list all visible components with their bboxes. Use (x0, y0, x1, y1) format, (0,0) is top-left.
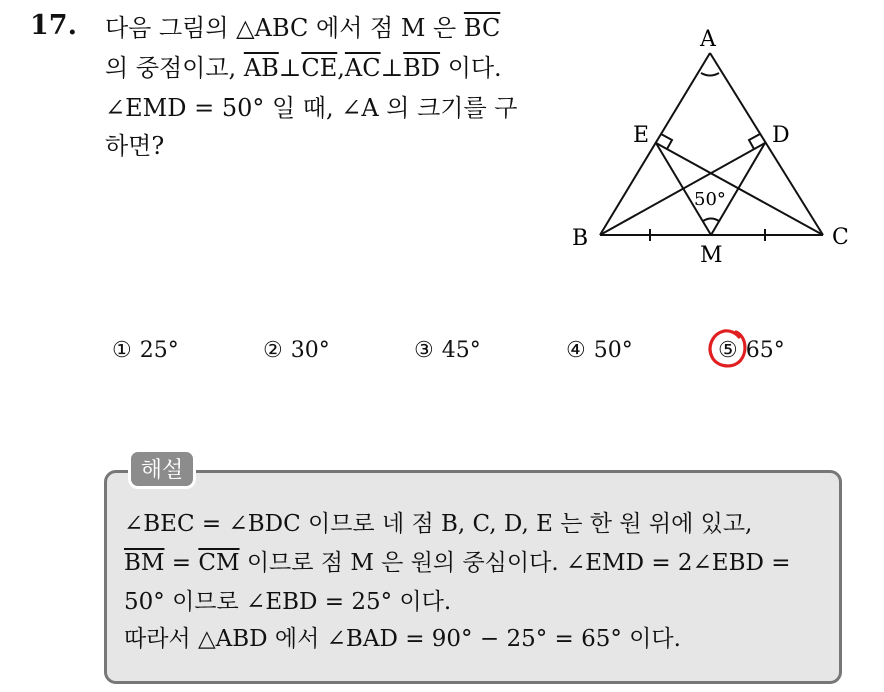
choice-number: ② (263, 338, 283, 363)
choice-4[interactable] (566, 338, 633, 363)
label-c: C (832, 225, 849, 250)
question-line-2 (105, 56, 502, 80)
label-a: A (700, 27, 716, 52)
question-line-4: 하면? (105, 132, 165, 160)
choice-1[interactable] (112, 338, 179, 363)
solution-line-1: ∠BEC = ∠BDC 이므로 네 점 B, C, D, E 는 한 원 위에 있고, (124, 511, 753, 537)
question-number: 17. (30, 10, 77, 41)
perp-symbol: ⊥ (380, 54, 404, 82)
angle-arc-m (703, 219, 719, 222)
choice-text: 65° (745, 338, 785, 363)
question-line-1 (105, 16, 500, 40)
solution-line-3: 50° 이므로 ∠EBD = 25° 이다. (124, 589, 452, 615)
label-b: B (572, 226, 589, 251)
choice-text: 50° (593, 338, 633, 363)
comma: , (337, 54, 345, 82)
choice-number: ④ (566, 338, 586, 363)
choice-2[interactable] (263, 338, 330, 363)
question-text: 이다. (440, 54, 502, 82)
choice-number: ⑤ (718, 338, 738, 363)
segment-bm: $\overline{BM}$ (124, 550, 165, 576)
segment-ce: $\overline{CE}$ (301, 54, 338, 82)
perp-symbol: ⊥ (278, 54, 302, 82)
label-d: D (772, 123, 790, 148)
answer-choices (0, 338, 884, 372)
solution-line-2 (124, 552, 791, 575)
label-e: E (633, 123, 650, 148)
choice-text: 30° (290, 338, 330, 363)
segment-ab: $\overline{AB}$ (243, 54, 279, 82)
answer-circle-mark (706, 326, 750, 370)
triangle-figure (560, 20, 860, 270)
angle-label-emd: 50° (694, 189, 726, 210)
choice-3[interactable] (414, 338, 481, 363)
choice-number: ① (112, 338, 132, 363)
choice-text: 25° (139, 338, 179, 363)
solution-text: = (164, 550, 199, 576)
choice-number: ③ (414, 338, 434, 363)
segment-bd: $\overline{BD}$ (403, 54, 441, 82)
choice-text: 45° (441, 338, 481, 363)
label-m: M (700, 243, 723, 268)
solution-text: 이므로 점 M 은 원의 중심이다. ∠EMD = 2∠EBD = (239, 550, 791, 576)
segment-ac: $\overline{AC}$ (344, 54, 381, 82)
solution-tag: 해설 (128, 449, 196, 489)
question-line-3: ∠EMD = 50° 일 때, ∠A 의 크기를 구 (105, 94, 518, 122)
segment-bc: $\overline{BC}$ (463, 14, 501, 42)
angle-arc-a (701, 73, 719, 76)
segment-cm: $\overline{CM}$ (198, 550, 240, 576)
question-text: 다음 그림의 △ABC 에서 점 M 은 (105, 14, 464, 42)
solution-line-4: 따라서 △ABD 에서 ∠BAD = 90° − 25° = 65° 이다. (124, 626, 681, 652)
question-text: 의 중점이고, (105, 54, 244, 82)
